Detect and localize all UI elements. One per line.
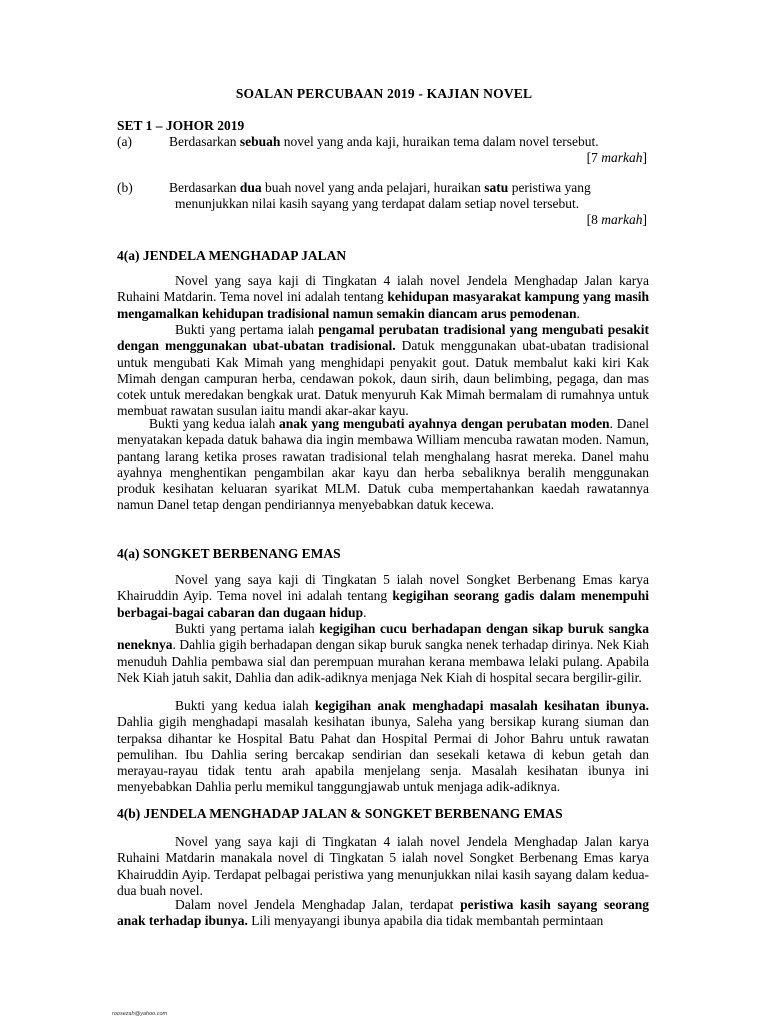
text-run: .	[576, 305, 580, 321]
text-run: . Dahlia gigih berhadapan dengan sikap buruk sangka nenek terhadap dirinya. Nek Kiah menuduh Dahlia pembawa sial dan perempuan murahan kerana membawa lelaki pulang. Apabila Nek Kiah jatuh sakit, Dahlia dan adik-adiknya menjaga Nek Kiah di hospital secara bergilir-gilir.	[117, 637, 649, 685]
text-run: Bukti yang pertama ialah	[175, 621, 320, 636]
section-heading: 4(a) SONGKET BERBENANG EMAS	[117, 546, 341, 561]
question-b-marks: [8 markah]	[586, 212, 647, 227]
paragraph	[117, 834, 649, 899]
text-run: Bukti yang kedua ialah	[175, 698, 315, 713]
bold-text: peristiwa kasih sayang seorang anak terhadap ibunya.	[117, 897, 649, 929]
text-run: .	[363, 604, 367, 620]
set-heading: SET 1 – JOHOR 2019	[117, 118, 245, 133]
bold-text: pengamal perubatan tradisional yang mengubati pesakit dengan menggunakan ubat-ubatan tradisional.	[117, 322, 649, 354]
paragraph	[117, 698, 649, 796]
question-a-marks: [7 markah]	[586, 150, 647, 165]
paragraph	[117, 621, 649, 686]
text-run: Bukti yang pertama ialah	[175, 322, 319, 337]
paragraph	[117, 572, 649, 621]
section-heading: 4(a) JENDELA MENGHADAP JALAN	[117, 248, 347, 263]
text-run: . Danel menyatakan kepada datuk bahawa dia ingin membawa William mencuba rawatan moden. Namun, pantang larang ketika proses rawatan tradisional telah menghalang hasrat mereka. Danel mahu ayahnya menghentikan pengambilan akar kayu dan herba sebaliknya beralih menggunakan produk kesihatan keluaran syarikat MLM. Datuk cuba mempertahankan kaedah rawatannya namun Danel tetap dengan pendiriannya menyebabkan datuk kecewa.	[117, 416, 650, 513]
text-run: Novel yang saya kaji di Tingkatan 4 ialah novel Jendela Menghadap Jalan karya Ruhaini Matdarin. Tema novel ini adalah tentang	[117, 273, 649, 305]
paragraph	[117, 322, 649, 420]
text-run: Dalam novel Jendela Menghadap Jalan, terdapat	[175, 897, 461, 912]
text-run: Datuk menggunakan ubat-ubatan tradisional untuk mengubati Kak Mimah yang menghidapi penyakit gout. Datuk membalut kaki kiri Kak Mimah dengan campuran herba, cendawan pokok, daun sirih, daun belimbing, pegaga, dan mas cotek untuk meredakan bengkak urat. Datuk menyuruh Kak Mimah bermalam di rumahnya untuk membuat rawatan susulan iaitu mandi akar-akar kayu.	[117, 338, 649, 419]
bold-text: kegigihan cucu berhadapan dengan sikap buruk sangka neneknya	[117, 621, 649, 653]
bold-text: kegigihan seorang gadis dalam menempuhi berbagai-bagai cabaran dan dugaan hidup	[117, 588, 649, 620]
bold-text: kehidupan masyarakat kampung yang masih mengamalkan kehidupan tradisional namun semakin diancam arus pemodenan	[117, 289, 649, 321]
paragraph	[117, 897, 649, 930]
question-b	[117, 180, 647, 228]
footer-email: roosezah@yahoo.com	[112, 1011, 168, 1017]
text-run: Lili menyayangi ibunya apabila dia tidak membantah permintaan	[247, 913, 604, 929]
text-run: Bukti yang kedua ialah	[149, 416, 280, 431]
question-a	[117, 134, 647, 166]
question-a-label: (a)	[117, 134, 132, 149]
bold-text: kegigihan anak menghadapi masalah kesihatan ibunya.	[314, 698, 650, 713]
text-run: Dahlia gigih menghadapi masalah kesihatan ibunya, Saleha yang bersikap kurang siuman dan terpaksa dihantar ke Hospital Batu Pahat dan Hospital Permai di Johor Bahru untuk rawatan pemulihan. Ibu Dahlia sering bercakap sendirian dan sesekali ketawa di kebun getah dan merayau-rayau tidak tentu arah apabila menjelang senja. Masalah kesihatan ibunya ini menyebabkan Dahlia perlu memikul tanggungjawab untuk menjaga adik-adiknya.	[117, 714, 649, 795]
paragraph	[117, 273, 649, 322]
paragraph	[117, 416, 649, 514]
text-run: Novel yang saya kaji di Tingkatan 5 ialah novel Songket Berbenang Emas karya Khairuddin Ayip. Tema novel ini adalah tentang	[117, 572, 649, 604]
question-b-text-line2: menunjukkan nilai kasih sayang yang terdapat dalam setiap novel tersebut.	[175, 196, 580, 211]
text-run: Novel yang saya kaji di Tingkatan 4 ialah novel Jendela Menghadap Jalan karya Ruhaini Matdarin manakala novel di Tingkatan 5 ialah novel Songket Berbenang Emas karya Khairuddin Ayip. Terdapat pelbagai peristiwa yang menunjukkan nilai kasih sayang dalam kedua-dua buah novel.	[117, 834, 649, 898]
question-b-text: Berdasarkan dua buah novel yang anda pelajari, huraikan satu peristiwa yang	[169, 180, 591, 195]
question-a-text: Berdasarkan sebuah novel yang anda kaji, huraikan tema dalam novel tersebut.	[169, 134, 599, 149]
bold-text: anak yang mengubati ayahnya dengan perubatan moden	[279, 416, 610, 431]
document-title: SOALAN PERCUBAAN 2019 - KAJIAN NOVEL	[235, 86, 533, 101]
question-b-label: (b)	[117, 180, 133, 195]
section-heading: 4(b) JENDELA MENGHADAP JALAN & SONGKET BERBENANG EMAS	[117, 806, 563, 821]
